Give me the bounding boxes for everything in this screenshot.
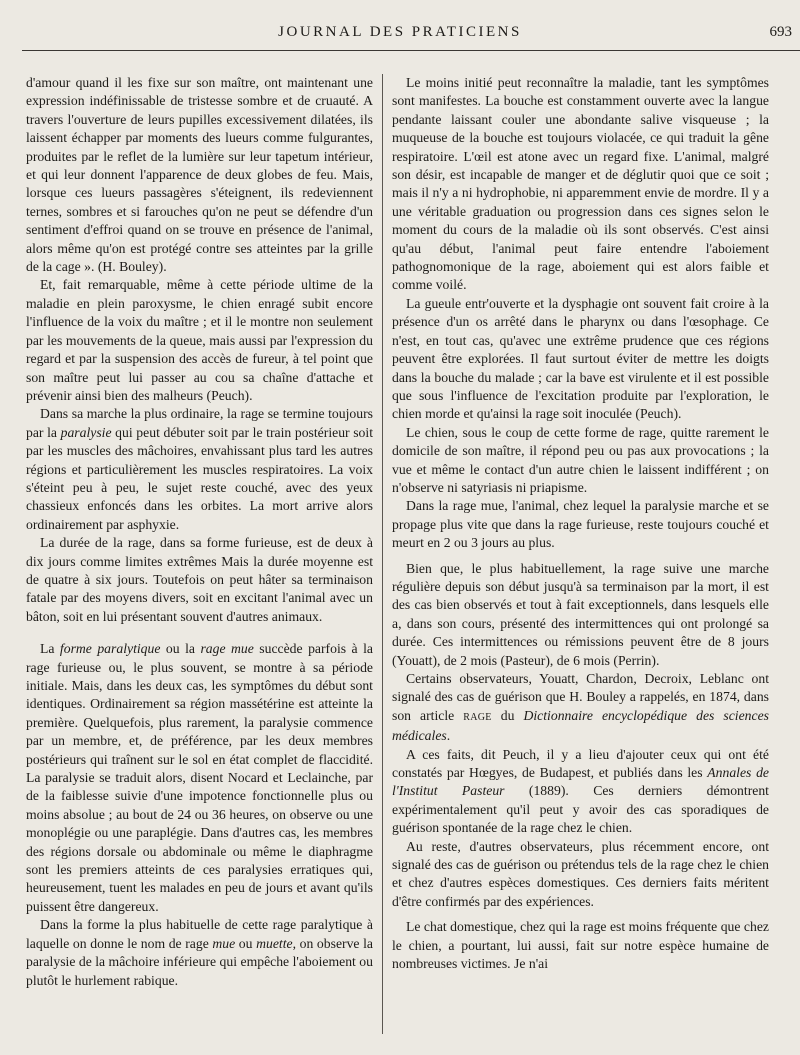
text-run: A ces faits, dit Peuch, il y a lieu d'ajouter ceux qui ont été constatés par Hœgyes, de Budapest, et publiés dans les bbox=[392, 746, 769, 781]
italic-term: forme paralytique bbox=[59, 641, 161, 657]
text-run: ou la bbox=[160, 641, 201, 657]
paragraph: Bien que, le plus habituellement, la rage suive une marche régulière depuis son début jusqu'à sa terminaison par la mort, il est des cas bien observés et tout à fait exceptionnels, dans lesquels elle a, dans son cours, présenté des intermittences qui ont prolongé sa durée. Ces intermittences ou rémissions peuvent être de 8 jours (Youatt), de 2 mois (Pasteur), de 6 mois (Perrin). bbox=[392, 560, 769, 668]
paragraph: Le chien, sous le coup de cette forme de rage, quitte rarement le domicile de son maître, il répond peu ou pas aux provocations ; la vue et même le contact d'un autre chien le laissent indifférent ; on n'observe ni satyriasis ni priapisme. bbox=[392, 424, 769, 495]
column-divider bbox=[382, 74, 383, 1034]
paragraph bbox=[26, 405, 373, 534]
paragraph: La gueule entr'ouverte et la dysphagie ont souvent fait croire à la présence d'un os arrêté dans le pharynx ou dans l'œsophage. Ce n'est, en tout cas, qu'avec une extrême prudence que ces régions peuvent être explorées. Il faut surtout éviter de mettre les doigts dans la bouche du malade ; car la bave est virulente et il est possible que sous l'influence de l'excitation produite par l'exploration, le chien morde et qu'ainsi la rage soit inoculée (Peuch). bbox=[392, 295, 769, 422]
page-header bbox=[0, 0, 800, 52]
header-rule bbox=[22, 50, 800, 51]
text-run: Dans la forme la plus habituelle de cette rage paralytique à laquelle on donne le nom de rage bbox=[26, 917, 373, 951]
text-run: La bbox=[40, 641, 60, 657]
paragraph: Et, fait remarquable, même à cette période ultime de la maladie en plein paroxysme, le chien enragé subit encore l'influence de la voix du maître ; et il le montre non seulement par les mouvements de la queue, mais aussi par l'expression du regard et par la suspension des accès de fureur, à tel point que son maître peut lui passer au cou sa chaîne d'attache et prévenir ainsi bien des malheurs (Peuch). bbox=[26, 277, 373, 403]
text-run: (1889). Ces derniers démontrent expérimentalement qu'il peut y avoir des cas sporadiques de guérison spontanée de la rage chez le chien. bbox=[392, 783, 769, 836]
paragraph bbox=[392, 746, 769, 838]
text-run: Dans sa marche la plus ordinaire, la rage se termine toujours par la bbox=[26, 406, 373, 440]
italic-title: Dictionnaire encyclopédique des sciences médicales bbox=[392, 707, 769, 744]
text-run: ou bbox=[235, 935, 257, 951]
text-run: , on observe la paralysie de la mâchoire inférieure qui empêche l'aboiement ou plutôt le hurlement rabique. bbox=[26, 935, 373, 988]
paragraph bbox=[26, 640, 373, 916]
text-run: Certains observateurs, Youatt, Chardon, Decroix, Leblanc ont signalé des cas de guérison que H. Bouley a rappelés, en 1874, dans son article bbox=[392, 671, 769, 723]
paragraph: Dans la rage mue, l'animal, chez lequel la paralysie marche et se propage plus vite que dans la rage furieuse, reste toujours couché et meurt en 2 ou 3 jours au plus. bbox=[392, 498, 769, 551]
text-run: du bbox=[491, 707, 524, 723]
running-title: JOURNAL DES PRATICIENS bbox=[278, 24, 522, 40]
text-run: qui peut débuter soit par le train postérieur soit par les muscles des mâchoires, envahissant plus tard les autres régions et particulièrement les muscles respiratoires. La voix s'éteint peu à peu, le sujet reste couché, avec des yeux chassieux enfoncés dans les orbites. La mort arrive alors ordinairement par asphyxie. bbox=[26, 424, 373, 532]
paragraph: d'amour quand il les fixe sur son maître, ont maintenant une expression indéfinissable de tristesse sombre et de cruauté. A travers l'ouverture de leurs pupilles excessivement dilatées, ils laissent échapper par moments des lueurs comme fulgurantes, produites par le reflet de la lumière sur leur tapetum intérieur, et qui leur donnent l'apparence de deux globes de feu. Mais, lorsque ces lueurs passagères s'éteignent, ils redeviennent ternes, sombres et si farouches qu'on ne peut se défendre d'un sentiment d'effroi quand on se trouve en présence de l'animal, alors même qu'on est protégé contre ses atteintes par la grille de la cage ». (H. Bouley). bbox=[26, 75, 373, 275]
left-column bbox=[26, 74, 373, 1043]
italic-title: Annales de l'Institut Pasteur bbox=[392, 765, 769, 799]
italic-term: muette bbox=[256, 935, 293, 951]
text-run: succède parfois à la rage furieuse ou, le plus souvent, se montre à sa période initiale. Mais, dans les deux cas, les symptômes du début sont identiques. Ordinairement sa région massétérine est atteinte la première. Quelquefois, plus rarement, la paralysie commence par un membre, et, de préférence, par les deux membres postérieurs qui traînent sur le sol en état complet de flaccidité. La paralysie se traduit alors, disent Nocard et Leclainche, par de la faiblesse suivie d'une impotence fonctionnelle plus ou moins absolue ; au bout de 24 ou 36 heures, on observe ou une monoplégie ou une paraplégie. Dans d'autres cas, les membres des régions dorsale ou abdominale ou même le diaphragme sont les premiers atteints de ces paralysies erratiques qui, heureusement, tuent les malades en peu de jours et avant qu'ils puissent être dangereux. bbox=[26, 641, 373, 914]
paragraph: Au reste, d'autres observateurs, plus récemment encore, ont signalé des cas de guérison ou prétendus tels de la rage chez le chien et chez d'autres espèces domestiques. Ces derniers faits méritent d'être confirmés par des expériences. bbox=[392, 838, 769, 909]
paragraph bbox=[392, 670, 769, 746]
paragraph bbox=[26, 916, 373, 990]
text-run: . bbox=[446, 728, 451, 744]
small-caps-term: RAGE bbox=[463, 711, 492, 723]
paragraph: Le chat domestique, chez qui la rage est moins fréquente que chez le chien, a pourtant, lui aussi, fait sur notre espèce humaine de nombreuses victimes. Je n'ai bbox=[392, 919, 769, 972]
page-number: 693 bbox=[769, 24, 792, 40]
right-column bbox=[392, 74, 769, 1043]
paragraph: La durée de la rage, dans sa forme furieuse, est de deux à dix jours comme limites extrêmes Mais la durée moyenne est de quatre à six jours. Toutefois on peut hâter sa terminaison fatale par des moyens divers, soit en excitant l'animal avec un bâton, soit en lui présentant souvent d'autres animaux. bbox=[26, 535, 373, 624]
italic-term: rage mue bbox=[200, 641, 254, 657]
paragraph: Le moins initié peut reconnaître la maladie, tant les symptômes sont manifestes. La bouche est constamment ouverte avec la langue pendante laissant couler une abondante salive visqueuse ; la muqueuse de la bouche est toujours violacée, ce qui traduit la gêne respiratoire. L'œil est atone avec un regard fixe. L'animal, malgré son désir, est incapable de manger et de déglutir quoi que ce soit ; mais il n'y a ni hydrophobie, ni apparemment envie de mordre. Il y a une véritable graduation ou progression dans ces signes selon le moment du cours de la maladie où ils sont observés. C'est ainsi qu'au début, l'animal peut faire entendre l'aboiement pathognomonique de la rage, aboiement qui est alors faible et comme voilé. bbox=[392, 75, 769, 293]
italic-term: paralysie bbox=[60, 424, 112, 440]
italic-term: mue bbox=[212, 935, 236, 951]
